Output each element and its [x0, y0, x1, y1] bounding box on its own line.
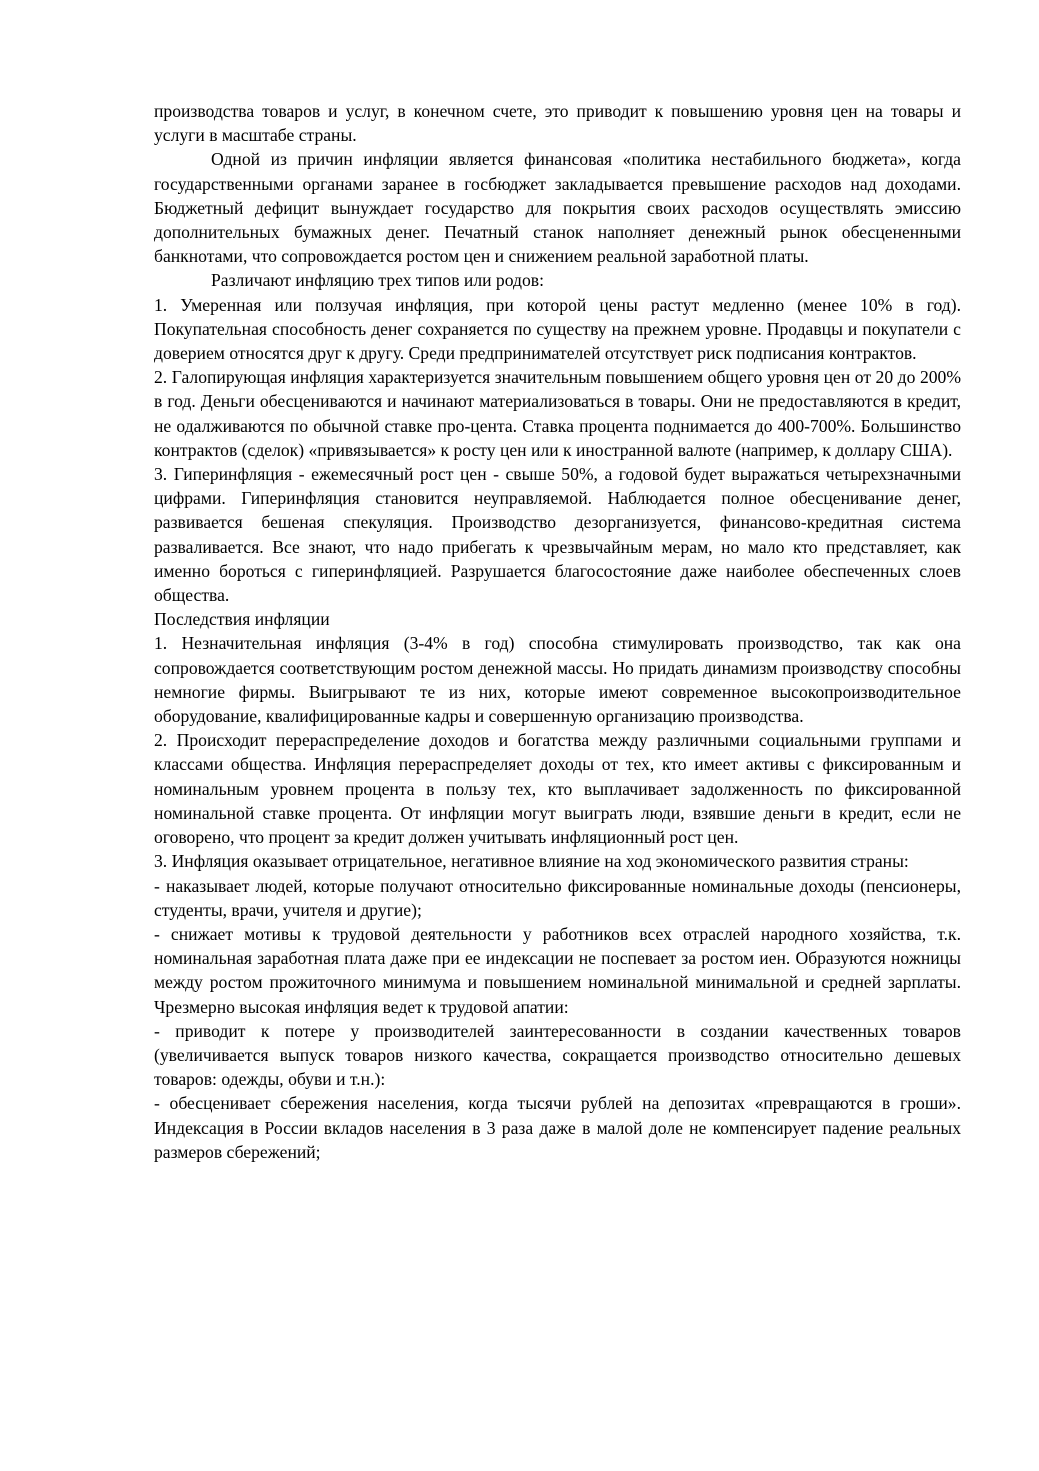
- paragraph-galloping-inflation: 2. Галопирующая инфляция характеризуется значительным повышением общего уровня цен от 20 до 200% в год. Деньги обесцениваются и начинают материализоваться в товары. Они не предоставляются в кредит, не одалживаются по обычной ставке про-цента. Ставка процента поднимается до 400-700%. Большинство контрактов (сделок) «привязывается» к росту цен или к иностранной валюте (например, к доллару США).: [154, 367, 961, 460]
- paragraph-intro-continuation: производства товаров и услуг, в конечном счете, это приводит к повышению уровня цен на товары и услуги в масштабе страны.: [154, 101, 961, 146]
- paragraph-consequence-1: 1. Незначительная инфляция (3-4% в год) способна стимулировать производство, так как она сопровождается соответствующим ростом денежной массы. Но придать динамизм производству способны немногие фирмы. Выигрывают те из них, которые имеют современное высокопроизводительное оборудование, квалифицированные кадры и совершенную организацию производства.: [154, 633, 961, 727]
- list-item-fixed-income: - наказывает людей, которые получают относительно фиксированные номинальные доходы (пенсионеры, студенты, врачи, учителя и другие);: [154, 875, 961, 920]
- section-heading-consequences: Последствия инфляции: [154, 609, 330, 630]
- paragraph-hyperinflation: 3. Гиперинфляция - ежемесячный рост цен - свыше 50%, а годовой будет выражаться четырехзначными цифрами. Гиперинфляция становится неуправляемой. Наблюдается полное обесценивание денег, развивается бешеная спекуляция. Производство дезорганизуется, финансово-кредитная система разваливается. Все знают, что надо прибегать к чрезвычайным мерам, но мало кто представляет, как именно бороться с гиперинфляцией. Разрушается благосостояние даже наиболее обеспеченных слоев общества.: [154, 464, 961, 606]
- paragraph-inflation-types-intro: Различают инфляцию трех типов или родов:: [211, 270, 544, 291]
- document-body: [154, 99, 961, 1164]
- list-item-savings: - обесценивает сбережения населения, когда тысячи рублей на депозитах «превращаются в гроши». Индексация в России вкладов населения в 3 раза даже в малой доле не компенсирует падение реальных размеров сбережений;: [154, 1093, 961, 1162]
- paragraph-consequence-2: 2. Происходит перераспределение доходов и богатства между различными социальными группами и классами общества. Инфляция перераспределяет доходы от тех, кто имеет активы с фиксированным и номинальным уровнем процента в пользу тех, кто выплачивает задолженность по фиксированной номинальной ставке процента. От инфляции могут выиграть люди, взявшие деньги в кредит, если не оговорено, что процент за кредит должен учитывать инфляционный рост цен.: [154, 730, 961, 848]
- list-item-work-motivation: - снижает мотивы к трудовой деятельности у работников всех отраслей народного хозяйства, т.к. номинальная заработная плата даже при ее индексации не поспевает за ростом иен. Образуются ножницы между ростом прожиточного минимума и повышением номинальной минимальной и средней зарплаты. Чрезмерно высокая инфляция ведет к трудовой апатии:: [154, 923, 961, 1017]
- paragraph-consequence-3: 3. Инфляция оказывает отрицательное, негативное влияние на ход экономического развития страны:: [154, 851, 909, 872]
- paragraph-moderate-inflation: 1. Умеренная или ползучая инфляция, при которой цены растут медленно (менее 10% в год). Покупательная способность денег сохраняется по существу на прежнем уровне. Продавцы и покупатели с доверием относятся друг к другу. Среди предпринимателей отсутствует риск подписания контрактов.: [154, 294, 961, 364]
- list-item-product-quality: - приводит к потере у производителей заинтересованности в создании качественных товаров (увеличивается выпуск товаров низкого качества, сокращается производство относительно дешевых товаров: одежды, обуви и т.н.):: [154, 1020, 961, 1090]
- paragraph-budget-policy: Одной из причин инфляции является финансовая «политика нестабильного бюджета», когда государственными органами заранее в госбюджет закладывается превышение расходов над доходами. Бюджетный дефицит вынуждает государство для покрытия своих расходов осуществлять эмиссию дополнительных бумажных денег. Печатный станок наполняет денежный рынок обесцененными банкнотами, что сопровождается ростом цен и снижением реальной заработной платы.: [154, 149, 961, 267]
